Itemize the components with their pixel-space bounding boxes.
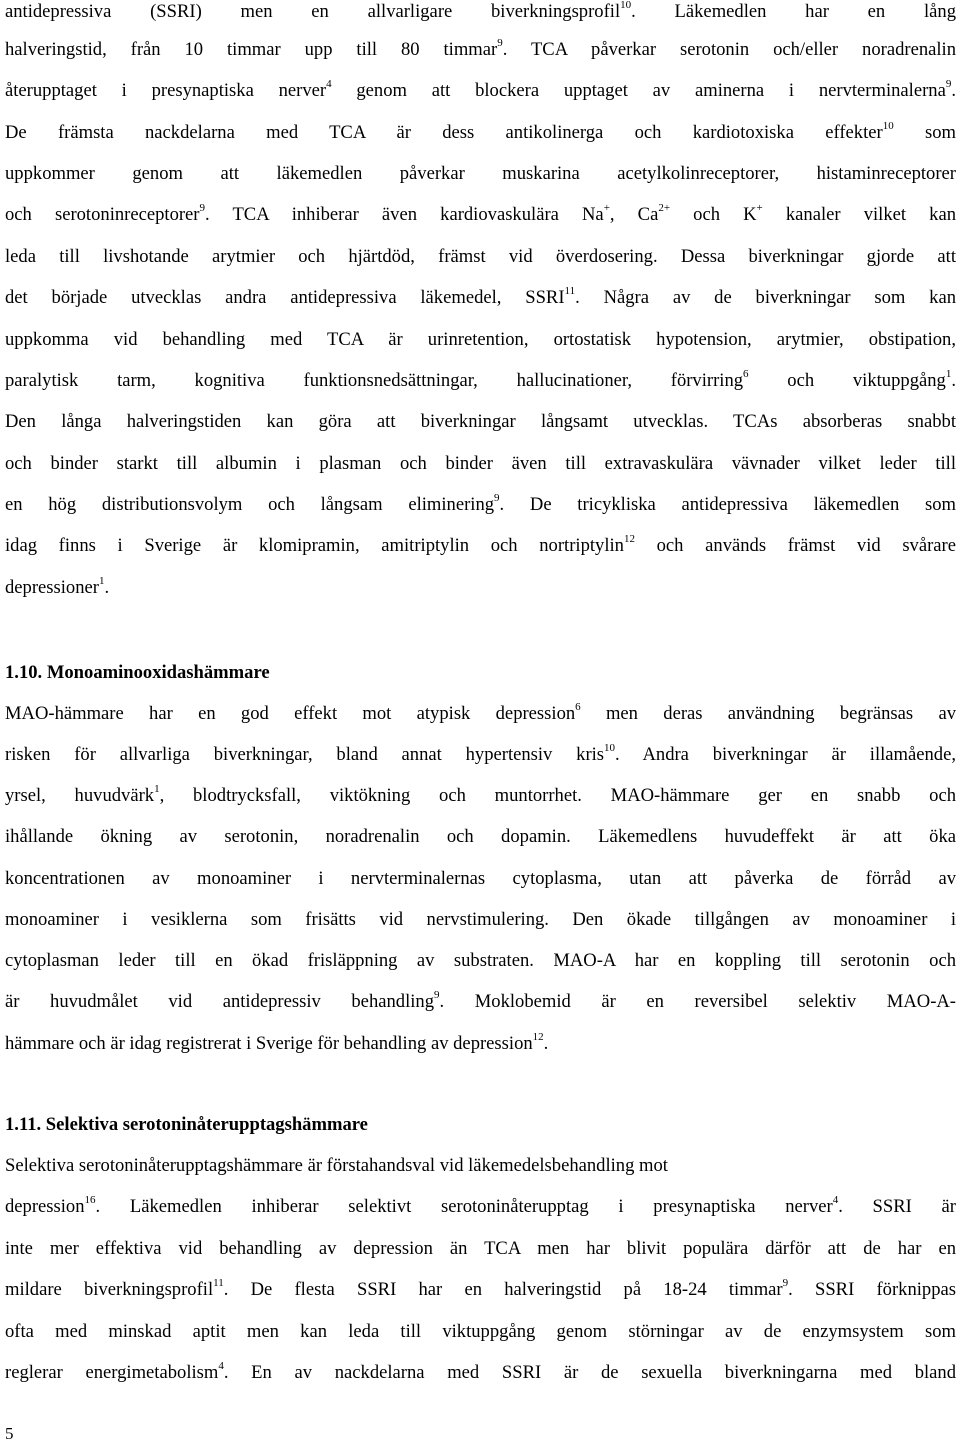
p1-line-12 (5, 452, 956, 476)
p1-line-04 (5, 121, 956, 145)
footnote-ref: 9 (782, 1278, 789, 1289)
text-segment: koncentrationen av monoaminer i nervterminalernas cytoplasma, utan att påverka de förråd av (5, 868, 956, 889)
p1-line-14 (5, 534, 956, 558)
text-segment: risken för allvarliga biverkningar, bland annat hypertensiv kris (5, 744, 605, 765)
footnote-ref: 9 (494, 493, 500, 504)
text-segment: . TCA påverkar serotonin och/eller noradrenalin (502, 39, 956, 60)
text-segment: . (543, 1033, 549, 1054)
p1-line-01 (5, 0, 956, 24)
p2-line-06 (5, 908, 956, 932)
text-segment: 1.10. Monoaminooxidashämmare (5, 662, 270, 683)
text-segment: antidepressiva (SSRI) men en allvarligare biverkningsprofil (5, 1, 621, 22)
text-segment: och binder starkt till albumin i plasman och binder även till extravaskulära vävnader vilket leder till (5, 453, 956, 474)
text-segment: . SSRI förknippas (788, 1279, 956, 1300)
p2-line-05 (5, 867, 956, 891)
text-segment: depressioner (5, 577, 99, 598)
text-segment: som (893, 122, 956, 143)
heading-1-11 (5, 1113, 956, 1137)
p2-line-07 (5, 949, 956, 973)
text-segment: och serotoninreceptorer (5, 204, 200, 225)
p1-line-08 (5, 286, 956, 310)
text-segment: men deras användning begränsas av (580, 703, 956, 724)
footnote-ref: 6 (575, 702, 581, 713)
page-number: 5 (5, 1424, 14, 1443)
text-segment: ihållande ökning av serotonin, noradrenalin och dopamin. Läkemedlens huvudeffekt är att öka (5, 826, 956, 847)
footnote-ref: 12 (532, 1032, 544, 1043)
p2-line-03 (5, 784, 956, 808)
text-segment: . Moklobemid är en reversibel selektiv MAO-A- (439, 991, 956, 1012)
text-segment: och används främst vid svårare (634, 535, 956, 556)
text-segment: och viktuppgång (748, 370, 946, 391)
text-segment: hämmare och är idag registrerat i Sverige för behandling av depression (5, 1033, 533, 1054)
footnote-ref: 4 (218, 1361, 224, 1372)
p2-line-02 (5, 743, 956, 767)
p1-line-02 (5, 38, 956, 62)
text-segment: reglerar energimetabolism (5, 1362, 219, 1383)
text-segment: mildare biverkningsprofil (5, 1279, 214, 1300)
text-segment: halveringstid, från 10 timmar upp till 80 timmar (5, 39, 498, 60)
p1-line-13 (5, 493, 956, 517)
text-segment: . (951, 80, 956, 101)
text-segment: paralytisk tarm, kognitiva funktionsnedsättningar, hallucinationer, förvirring (5, 370, 744, 391)
text-segment: leda till livshotande arytmier och hjärtdöd, främst vid överdosering. Dessa biverkningar gjorde att (5, 246, 956, 267)
text-segment: . (951, 370, 956, 391)
p2-line-01 (5, 702, 956, 726)
p3-line-06 (5, 1361, 956, 1385)
p2-line-08 (5, 990, 956, 1014)
footnote-ref: 1 (945, 369, 952, 380)
text-segment: . Några av de biverkningar som kan (575, 287, 956, 308)
text-segment: . En av nackdelarna med SSRI är de sexuella biverkningarna med bland (223, 1362, 956, 1383)
p3-line-01 (5, 1154, 956, 1178)
footnote-ref: 10 (882, 121, 894, 132)
p2-line-09 (5, 1032, 956, 1056)
text-segment: uppkomma vid behandling med TCA är urinretention, ortostatisk hypotension, arytmier, obstipation, (5, 329, 956, 350)
text-segment: Selektiva serotoninåterupptagshämmare är förstahandsval vid läkemedelsbehandling mot (5, 1155, 668, 1176)
text-segment: . Läkemedlen inhiberar selektivt serotoninåterupptag i presynaptiska nerver (95, 1196, 833, 1217)
p1-line-03 (5, 79, 956, 103)
footnote-ref: 9 (945, 79, 952, 90)
text-segment: det började utvecklas andra antidepressiva läkemedel, SSRI (5, 287, 565, 308)
footnote-ref: 9 (497, 38, 503, 49)
p2-line-04 (5, 825, 956, 849)
p1-line-07 (5, 245, 956, 269)
footnote-ref: 16 (84, 1195, 96, 1206)
text-segment: . Andra biverkningar är illamående, (615, 744, 956, 765)
text-segment: . De flesta SSRI har en halveringstid på 18-24 timmar (223, 1279, 783, 1300)
text-segment: inte mer effektiva vid behandling av depression än TCA men har blivit populära därför att de har en (5, 1238, 956, 1259)
text-segment: ofta med minskad aptit men kan leda till viktuppgång genom störningar av de enzymsystem som (5, 1321, 956, 1342)
footnote-ref: 1 (98, 576, 105, 587)
p3-line-03 (5, 1237, 956, 1261)
p1-line-11 (5, 410, 956, 434)
p1-line-09 (5, 328, 956, 352)
footnote-ref: 11 (564, 286, 576, 297)
text-segment: depression (5, 1196, 85, 1217)
text-segment: . De tricykliska antidepressiva läkemedlen som (499, 494, 956, 515)
text-segment: monoaminer i vesiklerna som frisätts vid nervstimulering. Den ökade tillgången av monoaminer i (5, 909, 956, 930)
text-segment: en hög distributionsvolym och långsam eliminering (5, 494, 495, 515)
footnote-ref: 11 (213, 1278, 224, 1289)
p3-line-04 (5, 1278, 956, 1302)
text-segment: . Läkemedlen har en lång (631, 1, 956, 22)
footnote-ref: 1 (154, 784, 160, 795)
p3-line-05 (5, 1320, 956, 1344)
text-segment: . (104, 577, 110, 598)
heading-1-10 (5, 661, 956, 685)
footnote-ref: 2+ (658, 203, 671, 214)
text-segment: . SSRI är (838, 1196, 956, 1217)
text-segment: , Ca (609, 204, 659, 225)
p3-line-02 (5, 1195, 956, 1219)
text-segment: yrsel, huvudvärk (5, 785, 155, 806)
text-segment: uppkommer genom att läkemedlen påverkar muskarina acetylkolinreceptorer, histaminreceptorer (5, 163, 956, 184)
text-segment: kanaler vilket kan (762, 204, 956, 225)
p1-line-10 (5, 369, 956, 393)
footnote-ref: 4 (326, 79, 332, 90)
p1-line-15 (5, 576, 956, 600)
text-segment: cytoplasman leder till en ökad frisläppning av substraten. MAO-A har en koppling till serotonin och (5, 950, 956, 971)
text-segment: och K (670, 204, 757, 225)
text-segment: . TCA inhiberar även kardiovaskulära Na (205, 204, 604, 225)
footnote-ref: 10 (604, 743, 616, 754)
text-segment: , blodtrycksfall, viktökning och muntorrhet. MAO-hämmare ger en snabb och (159, 785, 956, 806)
text-segment: återupptaget i presynaptiska nerver (5, 80, 327, 101)
p1-line-06 (5, 203, 956, 227)
text-segment: genom att blockera upptaget av aminerna i nervterminalerna (331, 80, 946, 101)
footnote-ref: + (756, 203, 763, 214)
text-segment: idag finns i Sverige är klomipramin, amitriptylin och nortriptylin (5, 535, 624, 556)
p1-line-05 (5, 162, 956, 186)
footnote-ref: 6 (743, 369, 749, 380)
text-segment: De främsta nackdelarna med TCA är dess antikolinerga och kardiotoxiska effekter (5, 122, 883, 143)
footnote-ref: 10 (620, 0, 632, 11)
text-segment: Den långa halveringstiden kan göra att biverkningar långsamt utvecklas. TCAs absorberas snabbt (5, 411, 956, 432)
footnote-ref: 9 (434, 990, 440, 1001)
text-segment: MAO-hämmare har en god effekt mot atypisk depression (5, 703, 576, 724)
footnote-ref: 12 (623, 534, 635, 545)
footnote-ref: 4 (832, 1195, 839, 1206)
footnote-ref: + (603, 203, 610, 214)
footnote-ref: 9 (199, 203, 206, 214)
text-segment: 1.11. Selektiva serotoninåterupptagshämmare (5, 1114, 368, 1135)
text-segment: är huvudmålet vid antidepressiv behandling (5, 991, 435, 1012)
